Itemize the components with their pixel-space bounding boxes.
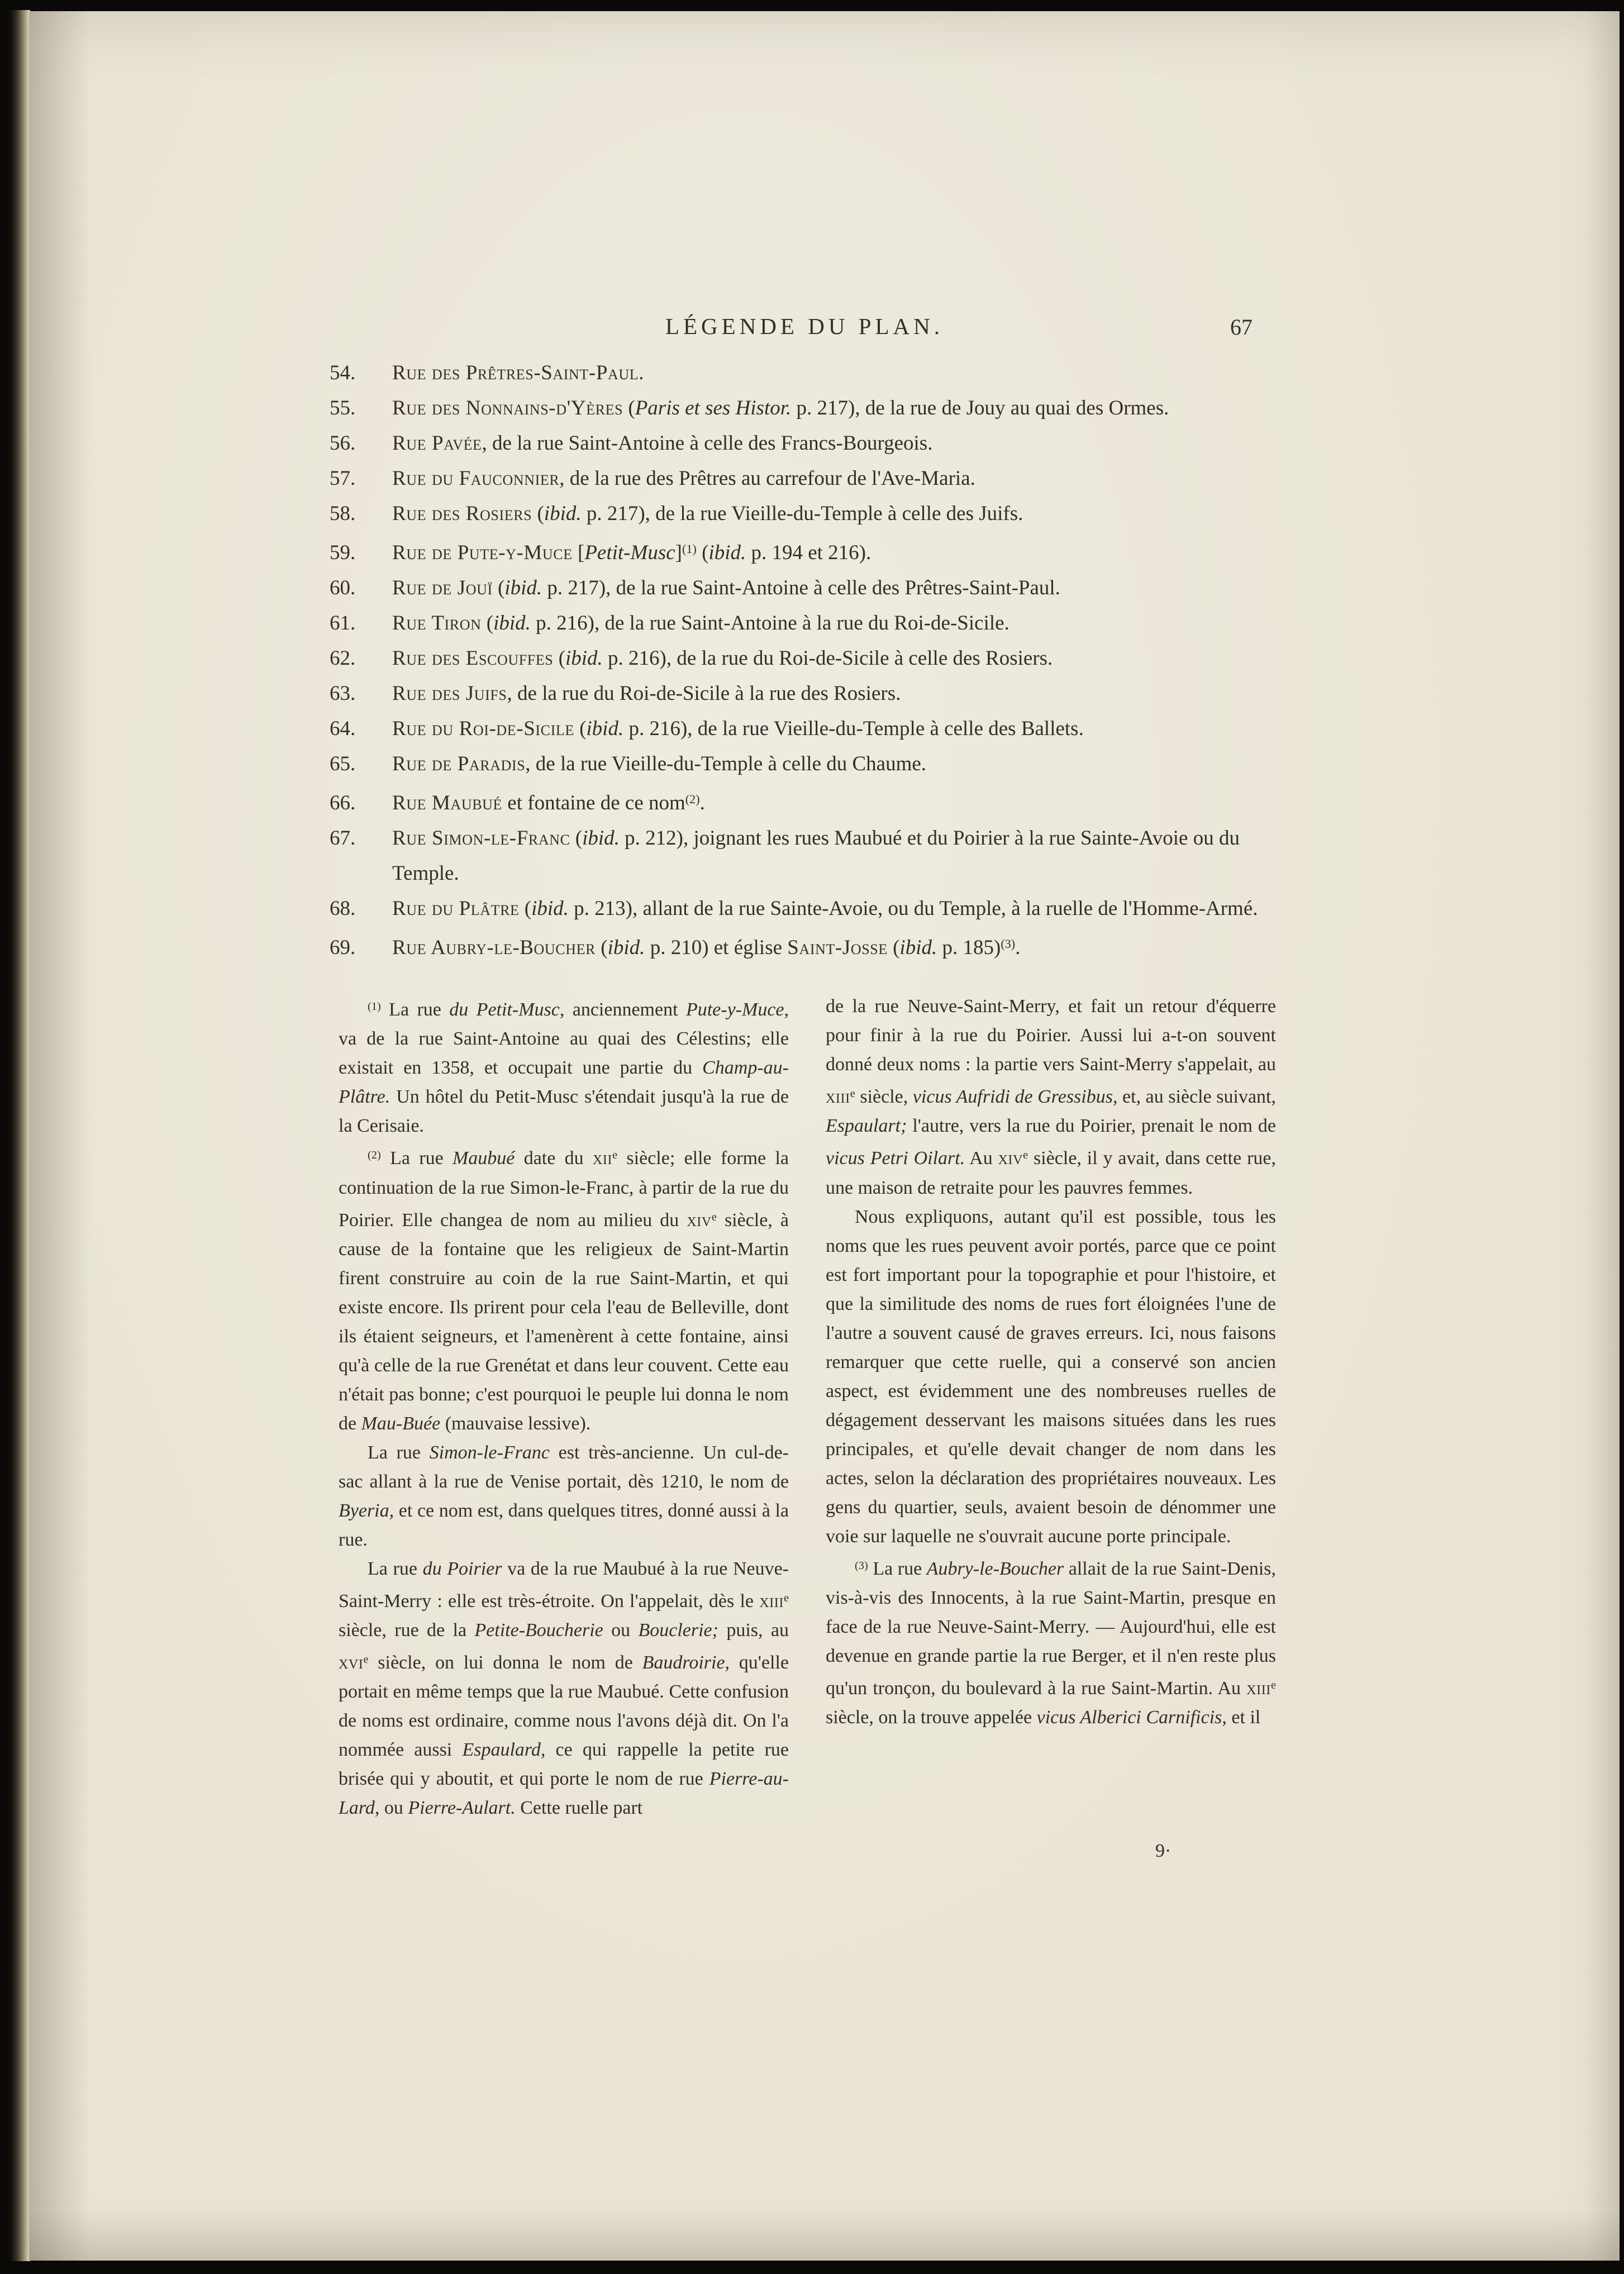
text-run: ( [519,897,532,921]
item-number: 55. [330,397,356,419]
italic-run: Paris et ses Histor. [635,397,792,419]
smallcaps-run: Rue de Jouï [392,576,493,600]
text-run: [ [572,541,585,565]
text-run: p. 217), de la rue de Jouy au quai des Ormes. [791,397,1169,419]
footnote-paragraph [339,1438,789,1555]
item-number: 57. [330,467,356,490]
smallcaps-run: Rue des Rosiers [392,502,532,525]
text-run: de la rue Neuve-Saint-Merry, et fait un retour d'équerre pour finir à la rue du Poirier. Aussi lui a-t-on souvent donné deux noms : la partie vers Saint-Merry s'appelait, au [826,996,1276,1075]
legend-item [330,531,1279,570]
text-run: puis, au [718,1620,789,1641]
footnote-marker: e [711,1210,717,1223]
italic-run: Pierre-au-Lard, [339,1768,789,1819]
smallcaps-run: Rue des Prêtres-Saint-Paul [392,361,639,384]
footnote-marker: e [363,1653,369,1666]
text-run: ( [532,502,544,525]
legend-item [330,746,1279,781]
item-number: 54. [330,361,356,384]
item-number: 62. [330,647,356,670]
text-run: va de la rue Saint-Antoine au quai des Célestins; elle existait en 1358, et occupait une partie du [339,1028,789,1079]
item-number: 61. [330,612,356,635]
text-run: ou [379,1798,408,1819]
italic-run: Pute-y-Muce, [685,999,789,1021]
footnote-marker: e [612,1149,618,1162]
text-run: Nous expliquons, autant qu'il est possible, tous les noms que les rues peuvent avoir portés, parce que ce point est fort important pour la topographie et pour l'histoire, et que la similitude des noms de rues fort éloignées l'une de l'autre a souvent causé de graves erreurs. Ici, nous faisons remarquer que cette ruelle, qui a conservé son ancien aspect, est évidemment une des nombreuses ruelles de dégagement desservant les maisons situées dans les rues principales, et qu'elle devait changer de nom dans les actes, selon la déclaration des propriétaires nouveaux. Les gens du quartier, seuls, avaient besoin de dénommer une voie sur laquelle ne s'ouvrait aucune porte principale. [826,1206,1276,1547]
italic-run: Petit-Musc [584,541,675,565]
italic-run: Petite-Boucherie [474,1620,603,1641]
smallcaps-run: Rue Simon-le-Franc [392,827,570,850]
footnote-marker: e [783,1591,789,1604]
text-run: ( [481,612,494,635]
footnotes-left-column [339,992,789,1823]
italic-run: ibid. [531,897,569,921]
signature-mark: 9· [1155,1841,1171,1862]
footnotes [330,992,1279,1823]
text-run: qu'elle portait en même temps que la rue Maubué. Cette confusion de noms est ordinaire, comme nous l'avons déjà dit. On l'a nommée aussi [339,1652,789,1761]
italic-run: vicus Alberici Carnificis, [1036,1707,1227,1728]
smallcaps-run: xiii [826,1086,850,1108]
book-page-edges [7,10,30,2261]
item-number: 64. [330,717,356,741]
italic-run: ibid. [544,502,582,525]
legend-item [330,926,1279,965]
footnote-marker: e [1023,1149,1028,1162]
italic-run: Espaulard, [462,1739,546,1761]
italic-run: Bouclerie; [638,1620,718,1641]
book-page [29,11,1620,2261]
text-run: et fontaine de ce nom [502,792,685,815]
text-run: siècle; elle forme la continuation de la rue Simon-le-Franc, à partir de la rue du Poirier. Elle changea de nom au milieu du [339,1148,789,1231]
smallcaps-run: Saint-Josse [787,936,888,960]
smallcaps-run: Rue du Plâtre [392,897,520,921]
italic-run: ibid. [607,936,645,960]
item-number: 66. [330,792,356,815]
smallcaps-run: Rue de Pute-y-Muce [392,541,573,565]
item-number: 63. [330,682,356,705]
footnote-marker: (2) [368,1149,381,1162]
text-run: allait de la rue Saint-Denis, vis-à-vis des Innocents, à la rue Saint-Martin, presque en face de la rue Neuve-Saint-Merry. — Aujourd'hui, elle est devenue en grande partie la rue Berger, et il n'en reste plus qu'un tronçon, du boulevard à la rue Saint-Martin. Au [826,1558,1276,1699]
text-run: ( [492,576,505,600]
italic-run: ibid. [504,576,542,600]
text-run: p. 210) et église [645,936,788,960]
smallcaps-run: Rue des Juifs [392,682,507,705]
text-run: p. 216), de la rue Vieille-du-Temple à celle des Ballets. [623,717,1084,741]
text-run: siècle, rue de la [339,1620,475,1641]
footnote-marker: (1) [368,1000,381,1013]
legend-item [330,641,1279,676]
italic-run: Maubué [452,1148,515,1169]
text-run: La rue [368,1558,423,1579]
footnote-paragraph [826,1203,1276,1551]
text-run: p. 216), de la rue du Roi-de-Sicile à celle des Rosiers. [602,647,1053,670]
text-run: siècle, à cause de la fontaine que les religieux de Saint-Martin firent construire au coin de la rue Saint-Martin, et qui existe encore. Ils prirent pour cela l'eau de Belleville, dont ils étaient seigneurs, et l'amenèrent à cette fontaine, ainsi qu'à celle de la rue Grenétat et dans leur couvent. Cette eau n'était pas bonne; c'est pourquoi le peuple lui donna le nom de [339,1209,789,1434]
italic-run: ibid. [582,827,620,850]
text-run: l'autre, vers la rue du Poirier, prenait le nom de [907,1115,1276,1137]
italic-run: ibid. [493,612,531,635]
smallcaps-run: Rue des Nonnains-d'Yères [392,397,623,419]
item-number: 68. [330,897,356,921]
italic-run: Baudroirie, [642,1652,730,1674]
text-run: , de la rue Vieille-du-Temple à celle du Chaume. [525,752,927,776]
smallcaps-run: xiii [1246,1678,1271,1699]
text-run: ( [553,647,565,670]
italic-run: vicus Aufridi de Gressibus, [912,1086,1118,1108]
text-run: est très-ancienne. Un cul-de-sac allant à la rue de Venise portait, dès 1210, le nom de [339,1442,789,1492]
text-run: siècle, [855,1086,913,1108]
footnote-paragraph [339,1141,789,1438]
legend-item [330,461,1279,496]
item-number: 58. [330,502,356,525]
smallcaps-run: Rue de Paradis [392,752,526,776]
footnote-marker: e [850,1088,855,1100]
page-content [330,313,1279,1862]
smallcaps-run: xvi [339,1652,364,1674]
italic-run: ibid. [899,936,937,960]
text-run: ( [570,827,583,850]
text-run: p. 212), joignant les rues Maubué et du Poirier à la rue Sainte-Avoie ou du Temple. [392,827,1240,885]
item-number: 56. [330,432,356,455]
page-number: 67 [1230,314,1252,340]
text-run: anciennement [564,999,686,1021]
running-title: LÉGENDE DU PLAN. [665,313,944,339]
footnote-marker: (2) [685,792,700,807]
italic-run: ibid. [565,647,603,670]
italic-run: Aubry-le-Boucher [926,1558,1064,1579]
text-run: ( [696,541,709,565]
italic-run: du Poirier [422,1558,502,1579]
item-number: 65. [330,752,356,776]
italic-run: Byeria, [339,1500,394,1521]
legend-item [330,426,1279,461]
text-run: , de la rue du Roi-de-Sicile à la rue des Rosiers. [507,682,901,705]
smallcaps-run: Rue Aubry-le-Boucher [392,936,596,960]
item-number: 67. [330,827,356,850]
italic-run: ibid. [586,717,624,741]
footnote-marker: (1) [682,542,697,556]
smallcaps-run: Rue Pavée [392,432,482,455]
text-run: ( [623,397,635,419]
text-run: ( [596,936,608,960]
legend-item [330,355,1279,390]
smallcaps-run: xiii [759,1591,784,1612]
text-run: siècle, il y avait, dans cette rue, une maison de retraite pour les pauvres femmes. [826,1148,1276,1198]
item-number: 69. [330,936,356,960]
text-run: p. 216), de la rue Saint-Antoine à la rue du Roi-de-Sicile. [530,612,1009,635]
text-run: . [1015,936,1021,960]
footnote-paragraph [826,992,1276,1202]
italic-run: Simon-le-Franc [429,1442,550,1463]
smallcaps-run: Rue du Roi-de-Sicile [392,717,574,741]
text-run: ou [603,1620,639,1641]
text-run: siècle, on la trouve appelée [826,1707,1037,1728]
italic-run: vicus Petri Oilart. [826,1148,965,1169]
legend-item [330,891,1279,926]
footnote-marker: e [1270,1679,1276,1691]
text-run: . [639,361,644,384]
legend-item [330,570,1279,606]
legend-list [330,355,1279,965]
footnote-marker: (3) [855,1559,868,1572]
italic-run: Espaulart; [826,1115,907,1137]
footnote-paragraph [339,1555,789,1823]
item-number: 59. [330,541,356,565]
smallcaps-run: xii [592,1148,613,1169]
smallcaps-run: Rue du Fauconnier [392,467,560,490]
italic-run: Champ-au-Plâtre. [339,1057,789,1108]
italic-run: Mau-Buée [361,1413,441,1434]
legend-item [330,390,1279,426]
text-run: , de la rue Saint-Antoine à celle des Francs-Bourgeois. [482,432,933,455]
footnotes-right-column [826,992,1276,1823]
text-run: Cette ruelle part [515,1798,643,1819]
italic-run: Pierre-Aulart. [408,1798,516,1819]
text-run: ( [887,936,900,960]
text-run: Au [965,1148,998,1169]
text-run: siècle, on lui donna le nom de [368,1652,642,1674]
text-run: , de la rue des Prêtres au carrefour de l'Ave-Maria. [559,467,975,490]
legend-item [330,496,1279,531]
text-run: p. 217), de la rue Saint-Antoine à celle des Prêtres-Saint-Paul. [542,576,1060,600]
text-run: ( [574,717,587,741]
italic-run: du Petit-Musc, [449,999,565,1021]
text-run: va de la rue Maubué à la rue Neuve-Saint-Merry : elle est très-étroite. On l'appelait, dès le [339,1558,789,1612]
footnote-paragraph [339,992,789,1141]
text-run: ] [675,541,682,565]
text-run: et, au siècle suivant, [1117,1086,1276,1108]
italic-run: ibid. [708,541,746,565]
page-header [330,313,1279,347]
footnote-paragraph [826,1551,1276,1732]
text-run: . [699,792,705,815]
text-run: ce qui rappelle la petite rue brisée qui y aboutit, et qui porte le nom de rue [339,1739,789,1790]
smallcaps-run: Rue Maubué [392,792,503,815]
text-run: date du [515,1148,593,1169]
text-run: p. 185) [937,936,1001,960]
text-run: et il [1226,1707,1261,1728]
smallcaps-run: xiv [998,1148,1023,1169]
text-run: (mauvaise lessive). [440,1413,591,1434]
text-run: p. 217), de la rue Vieille-du-Temple à celle des Juifs. [581,502,1023,525]
text-run: Un hôtel du Petit-Musc s'étendait jusqu'à la rue de la Cerisaie. [339,1086,789,1137]
legend-item [330,606,1279,641]
legend-item [330,676,1279,711]
text-run: La rue [368,1442,430,1463]
text-run: p. 213), allant de la rue Sainte-Avoie, ou du Temple, à la ruelle de l'Homme-Armé. [568,897,1258,921]
smallcaps-run: Rue Tiron [392,612,482,635]
legend-item [330,781,1279,821]
smallcaps-run: Rue des Escouffes [392,647,554,670]
smallcaps-run: xiv [687,1209,712,1231]
footnote-marker: (3) [1001,937,1016,951]
text-run: La rue [868,1558,927,1579]
text-run: et ce nom est, dans quelques titres, donné aussi à la rue. [339,1500,789,1550]
text-run: p. 194 et 216). [746,541,871,565]
legend-item [330,821,1279,891]
text-run: La rue [380,999,450,1021]
text-run: La rue [380,1148,453,1169]
item-number: 60. [330,576,356,600]
legend-item [330,711,1279,746]
